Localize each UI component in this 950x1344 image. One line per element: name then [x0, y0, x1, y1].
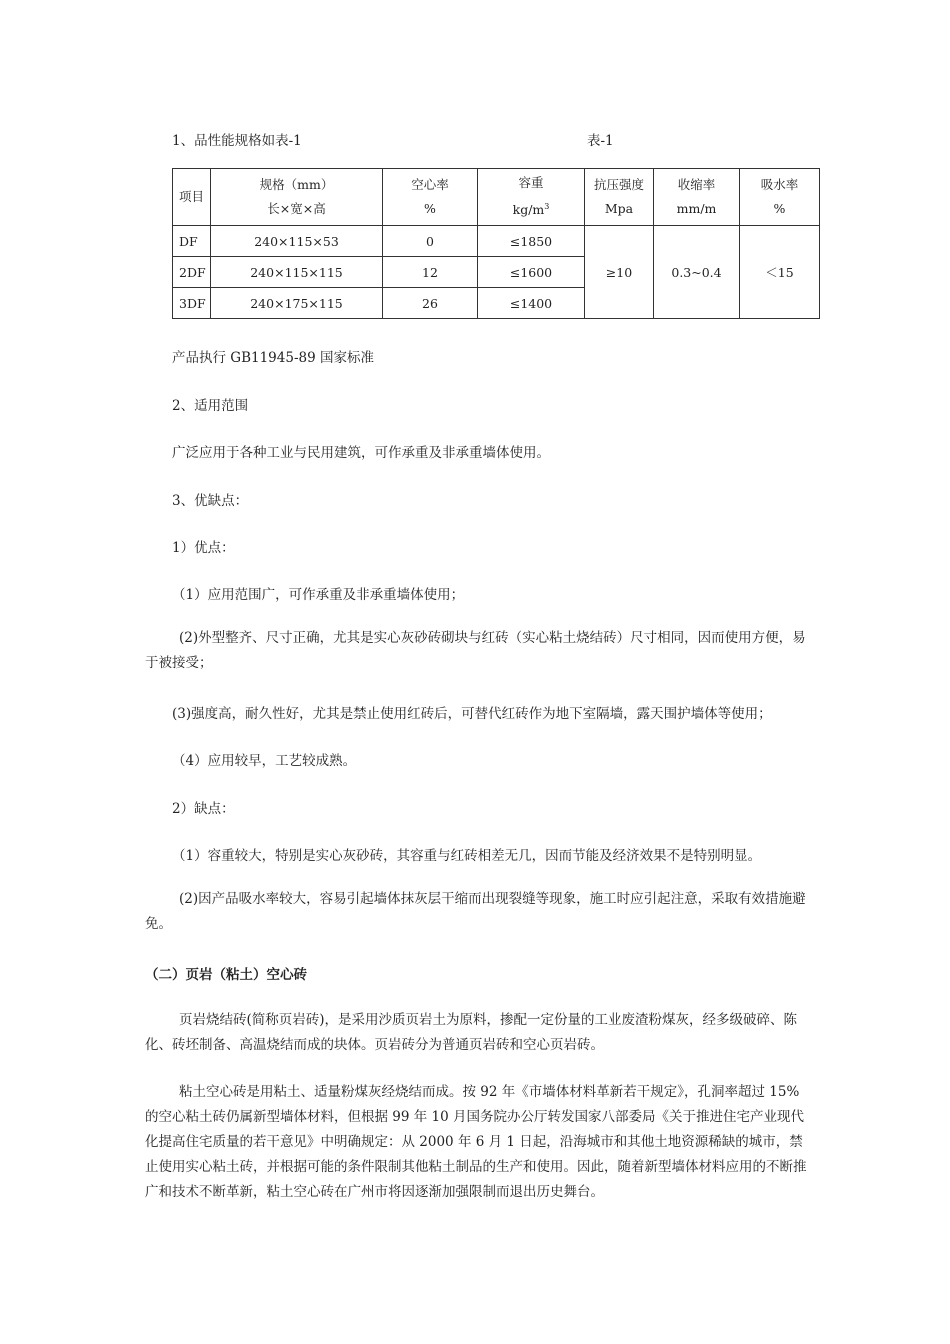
table-label: 表-1	[587, 133, 614, 149]
cons-title: 2）缺点：	[172, 801, 235, 817]
header-spec: 规格（mm） 长×宽×高	[211, 169, 383, 226]
cell-absorption: ＜15	[740, 226, 820, 319]
pros-title: 1）优点：	[172, 540, 235, 556]
pros-item: （1）应用范围广，可作承重及非承重墙体使用；	[172, 587, 465, 603]
table-row	[173, 226, 820, 257]
pros-item: （4）应用较早，工艺较成熟。	[172, 753, 357, 769]
cell-spec: 240×175×115	[211, 288, 383, 319]
header-item: 项目	[173, 169, 211, 226]
cell-item: 2DF	[173, 257, 211, 288]
cell-spec: 240×115×115	[211, 257, 383, 288]
shale-paragraph: 页岩烧结砖(简称页岩砖)，是采用沙质页岩土为原料，掺配一定份量的工业废渣粉煤灰，经多级破碎、陈化、砖坯制备、高温烧结而成的块体。页岩砖分为普通页岩砖和空心页岩砖。	[145, 1012, 798, 1053]
pros-item: (3)强度高，耐久性好，尤其是禁止使用红砖后，可替代红砖作为地下室隔墙，露天围护墙体等使用；	[172, 706, 772, 722]
cell-void-rate: 0	[383, 226, 478, 257]
cell-density: ≤1400	[478, 288, 585, 319]
pros-item: (2)外型整齐、尺寸正确，尤其是实心灰砂砖砌块与红砖（实心粘土烧结砖）尺寸相同，因而使用方便，易于被接受；	[145, 630, 806, 671]
cell-void-rate: 26	[383, 288, 478, 319]
clay-paragraph: 粘土空心砖是用粘土、适量粉煤灰经烧结而成。按 92 年《市墙体材料革新若干规定》，孔洞率超过 15%的空心粘土砖仍属新型墙体材料，但根据 99 年 10 月国务院办公厅转发国家八部委局《关于推进住宅产业现代化提高住宅质量的若干意见》中明确规定：从 2000 年 6 月 1 日起，沿海城市和其他土地资源稀缺的城市，禁止使用实心粘土砖，并根据可能的条件限制其他粘土制品的生产和使用。因此，随着新型墙体材料应用的不断推广和技术不断革新，粘土空心砖在广州市将因逐渐加强限制而退出历史舞台。	[145, 1084, 807, 1200]
cell-strength: ≥10	[585, 226, 654, 319]
section-shale-title: （二）页岩（粘土）空心砖	[145, 967, 307, 983]
cell-density: ≤1600	[478, 257, 585, 288]
table-header-row	[173, 169, 820, 226]
cell-density: ≤1850	[478, 226, 585, 257]
cell-item: DF	[173, 226, 211, 257]
cell-item: 3DF	[173, 288, 211, 319]
section-1-title: 1、品性能规格如表-1	[172, 133, 302, 149]
header-shrinkage: 收缩率 mm/m	[654, 169, 740, 226]
section-3-title: 3、优缺点：	[172, 493, 249, 509]
section-2-text: 广泛应用于各种工业与民用建筑，可作承重及非承重墙体使用。	[172, 445, 550, 461]
standard-note: 产品执行 GB11945-89 国家标准	[172, 350, 374, 366]
header-strength: 抗压强度 Mpa	[585, 169, 654, 226]
spec-table	[172, 168, 820, 319]
section-2-title: 2、适用范围	[172, 398, 249, 414]
header-void-rate: 空心率 %	[383, 169, 478, 226]
cons-item: （1）容重较大，特别是实心灰砂砖，其容重与红砖相差无几，因而节能及经济效果不是特别明显。	[172, 848, 762, 864]
cell-spec: 240×115×53	[211, 226, 383, 257]
header-absorption: 吸水率 %	[740, 169, 820, 226]
cons-item: (2)因产品吸水率较大，容易引起墙体抹灰层干缩而出现裂缝等现象，施工时应引起注意，采取有效措施避免。	[145, 891, 806, 932]
cell-void-rate: 12	[383, 257, 478, 288]
header-density: 容重 $kg/m^3$	[478, 169, 585, 226]
cell-shrinkage: 0.3~0.4	[654, 226, 740, 319]
